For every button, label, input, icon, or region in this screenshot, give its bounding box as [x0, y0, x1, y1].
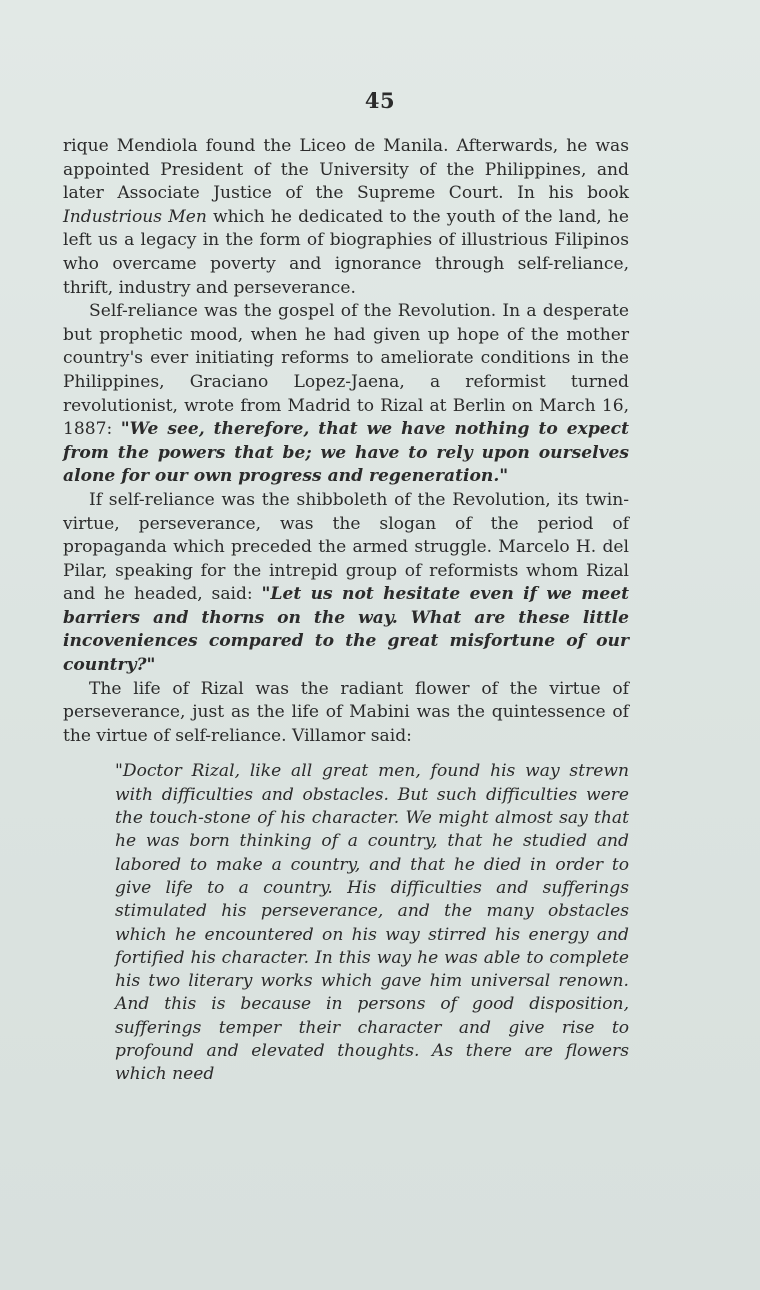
block-quote-text: "Doctor Rizal, like all great men, found his way strewn with difficulties and obstacles. But such difficulties were the touch-stone of his character. We might almost say that he was born thinking of a country, that he studied and labored to make a country, and that he died in order to give life to a country. His difficulties and sufferings stimulated his perseverance, and the many obstacles which he encountered on his way stirred his energy and fortified his character. In this way he was able to complete his two literary works which gave him universal renown. And this is because in persons of good disposition, sufferings temper their character and give rise to profound and elevated thoughts. As there are flowers which need — [115, 761, 629, 1085]
paragraph-3-text: If self-reliance was the shibboleth of the Revolution, its twin-virtue, perseverance, was the slogan of the period of propaganda which preceded the armed struggle. Marcelo H. del Pilar, speaking for the intrepid group of reformists whom Rizal and he headed, said: — [63, 489, 629, 605]
villamor-block-quote — [115, 760, 629, 1086]
del-pilar-quote: "Let us not hesitate even if we meet barriers and thorns on the way. What are these little incoveniences compared to the great misfortune of our country?" — [63, 584, 630, 676]
book-title: Industrious Men — [63, 206, 207, 227]
paragraph-1 — [63, 135, 629, 300]
body-text — [63, 135, 629, 1087]
paragraph-2-text: Self-reliance was the gospel of the Revolution. In a desperate but prophetic mood, when he had given up hope of the mother country's ever initiating reforms to ameliorate conditions in the Philippines, Graciano Lopez-Jaena, a reformist turned revolutionist, wrote from Madrid to Rizal at Berlin on March 16, 1887: — [63, 301, 629, 440]
paragraph-1-text: rique Mendiola found the Liceo de Manila. Afterwards, he was appointed President of the University of the Philippines, and later Associate Justice of the Supreme Court. In his book — [63, 136, 629, 204]
paragraph-3 — [63, 489, 629, 678]
paragraph-1-end: which he dedicated to the youth of the land, he left us a legacy in the form of biographies of illustrious Filipinos who overcame poverty and ignorance through self-reliance, thrift, industry and perseverance. — [63, 206, 629, 298]
page-number: 45 — [364, 88, 396, 113]
paragraph-2 — [63, 300, 629, 489]
paragraph-4: The life of Rizal was the radiant flower of the virtue of perseverance, just as the life of Mabini was the quintessence of the virtue of self-reliance. Villamor said: — [63, 678, 629, 746]
lopez-jaena-quote: "We see, therefore, that we have nothing to expect from the powers that be; we have to rely upon ourselves alone for our own progress and regeneration." — [63, 419, 629, 487]
